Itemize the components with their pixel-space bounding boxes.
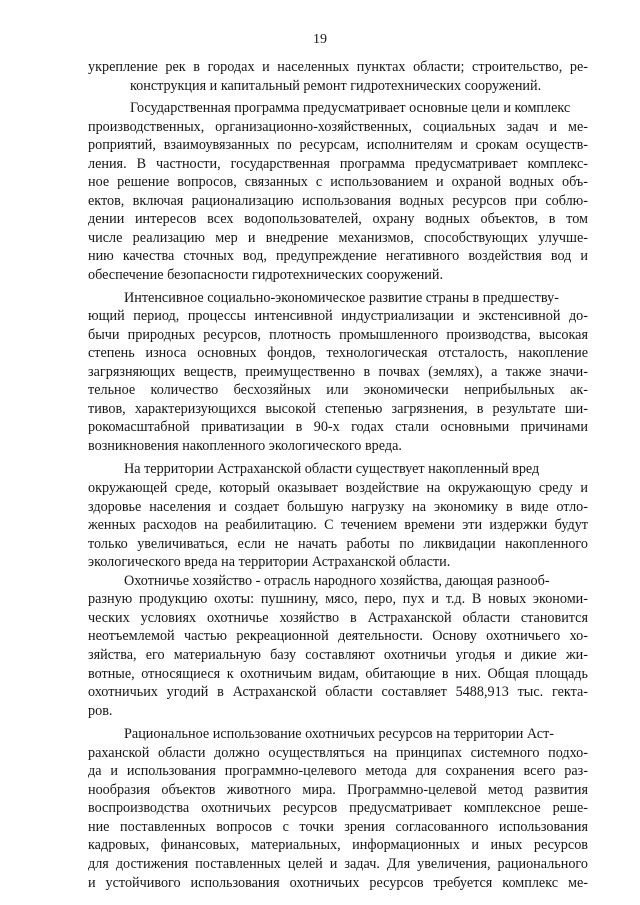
text-line: Рациональное использование охотничьих ресурсов на территории Аст- [124, 726, 554, 743]
text-line: числе реализацию мер и внедрение механизмов, способствующих улучше- [88, 229, 588, 246]
text-line: укрепление рек в городах и населенных пунктах области; строительство, ре- [88, 59, 588, 75]
text-line: нообразия объектов животного мира. Программно-целевой метод развития [88, 781, 588, 798]
text-line: тельное количество бесхозяйных или экономически неприбыльных ак- [88, 382, 588, 399]
text-line: женных расходов на реабилитацию. С течением времени эти издержки будут [88, 517, 588, 534]
text-line: конструкция и капитальный ремонт гидротехнических сооружений. [130, 77, 542, 94]
paragraph-6 [88, 725, 588, 892]
text-line: ческих условиях охотничье хозяйство в Астраханской области становится [88, 609, 588, 626]
text-line: ние поставленных вопросов с точки зрения согласованного использования [88, 818, 588, 835]
text-line: ное решение вопросов, связанных с использованием и охраной водных объ- [88, 174, 588, 191]
text-line: ющий период, процессы интенсивной индустриализации и экстенсивной до- [88, 308, 588, 325]
text-line: и устойчивого использования охотничьих ресурсов требуется комплекс ме- [88, 874, 588, 891]
text-line: нию качества сточных вод, предупреждение негативного воздействия вод и [88, 248, 588, 265]
text-line: вотные, относящиеся к охотничьим видам, обитающие в них. Общая площадь [88, 665, 588, 682]
text-line: только увеличиваться, если не начать работы по ликвидации накопленного [88, 535, 588, 552]
text-line: неотъемлемой частью рекреационной деятельности. Основу охотничьего хо- [88, 628, 588, 645]
text-line: раханской области должно осуществляться на принципах системного подхо- [88, 744, 588, 761]
text-line: загрязняющих веществ, преимущественно в почвах (землях), а также значи- [88, 363, 588, 380]
text-line: Охотничье хозяйство - отрасль народного хозяйства, дающая разнооб- [124, 572, 550, 589]
text-line: здоровье населения и создает большую нагрузку на экономику в виде отло- [88, 498, 588, 515]
text-line: воспроизводства охотничьих ресурсов предусматривает комплексное реше- [88, 800, 588, 817]
paragraph-5 [88, 572, 588, 720]
text-line: возникновения накопленного экологического вреда. [88, 437, 402, 454]
text-line: охотничьих угодий в Астраханской области составляет 5488,913 тыс. гекта- [88, 684, 588, 701]
paragraph-3 [88, 289, 588, 456]
text-line: да и использования программно-целевого метода для сохранения всего раз- [88, 763, 588, 780]
document-body [88, 58, 588, 892]
text-line: Интенсивное социально-экономическое развитие страны в предшеству- [124, 289, 559, 306]
paragraph-1 [88, 58, 588, 95]
text-line: бычи природных ресурсов, плотность промышленного производства, высокая [88, 326, 588, 343]
text-line: роприятий, взаимоувязанных по ресурсам, исполнителям и срокам осуществ- [88, 137, 588, 154]
text-line: производственных, организационно-хозяйственных, социальных задач и ме- [88, 118, 588, 135]
text-line: кадровых, финансовых, материальных, информационных и иных ресурсов [88, 837, 588, 854]
text-line: ектов, включая рационализацию использования водных ресурсов при соблю- [88, 192, 588, 209]
text-line: зяйства, его материальную базу составляют охотничьи угодья и дикие жи- [88, 646, 588, 663]
text-line: ления. В частности, государственная программа предусматривает комплекс- [88, 155, 588, 172]
text-line: степень износа основных фондов, технологическая отсталость, накопление [88, 345, 588, 362]
text-line: рокомасштабной приватизации в 90-х годах стали основными причинами [88, 419, 588, 436]
text-line: обеспечение безопасности гидротехнических сооружений. [88, 267, 444, 284]
text-line: дении интересов всех водопользователей, охрану водных объектов, в том [88, 211, 588, 228]
text-line: экологического вреда на территории Астраханской области. [88, 554, 451, 571]
text-line: для достижения поставленных целей и задач. Для увеличения, рационального [88, 855, 588, 872]
text-line: разную продукцию охоты: пушнину, мясо, перо, пух и т.д. В новых экономи- [88, 591, 588, 608]
text-line: На территории Астраханской области существует накопленный вред [124, 461, 540, 478]
text-line: окружающей среде, который оказывает воздействие на окружающую среду и [88, 480, 588, 497]
text-line: Государственная программа предусматривает основные цели и комплекс [130, 100, 571, 117]
paragraph-4 [88, 460, 588, 571]
paragraph-2 [88, 99, 588, 284]
page-number: 19 [313, 32, 327, 47]
text-line: тивов, характеризующихся высокой степенью загрязнения, в результате ши- [88, 400, 588, 417]
text-line: ров. [88, 702, 113, 719]
